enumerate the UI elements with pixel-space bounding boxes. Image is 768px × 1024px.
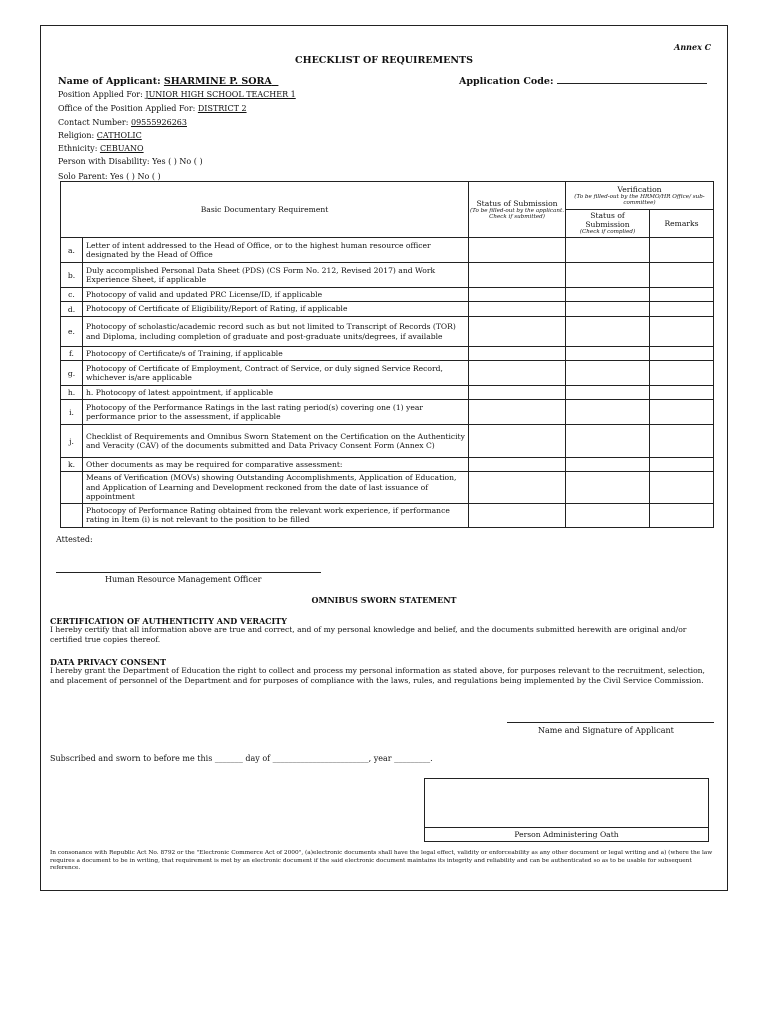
office-value: DISTRICT 2 <box>197 104 247 113</box>
footnote: In consonance with Republic Act No. 8792 or the "Electronic Commerce Act of 2000", (a)electronic documents shall have the legal effect, validity or enforceability as any other document or legal writing and a) (where the law requires a document to be in writing, that requirement is met by an electronic document if the said electronic document maintains its integrity and reliability and can be authenticated so as to be usable for subsequent reference. <box>50 850 713 872</box>
verification-cell[interactable] <box>566 361 650 386</box>
table-row <box>61 302 714 317</box>
row-requirement: Means of Verification (MOVs) showing Outstanding Accomplishments, Application of Education, and Application of Learning and Development reckoned from the date of last issuance of appointment <box>83 472 469 504</box>
table-row <box>61 263 714 288</box>
remarks-cell[interactable] <box>650 361 714 386</box>
verification-cell[interactable] <box>566 472 650 504</box>
row-requirement: Duly accomplished Personal Data Sheet (PDS) (CS Form No. 212, Revised 2017) and Work Experience Sheet, if applicable <box>83 263 469 288</box>
verification-cell[interactable] <box>566 503 650 527</box>
remarks-cell[interactable] <box>650 503 714 527</box>
application-code-label: Application Code: <box>459 76 554 87</box>
remarks-cell[interactable] <box>650 347 714 361</box>
pwd-row: Person with Disability: Yes ( ) No ( ) <box>58 157 203 166</box>
oath-label: Person Administering Oath <box>424 827 709 839</box>
row-letter: k. <box>61 458 83 472</box>
hrmo-label: Human Resource Management Officer <box>105 575 262 584</box>
remarks-cell[interactable] <box>650 263 714 288</box>
col-ver-status-header <box>566 210 650 238</box>
attest-signature-line[interactable] <box>56 572 321 573</box>
table-row <box>61 472 714 504</box>
row-letter <box>61 503 83 527</box>
table-row <box>61 425 714 458</box>
row-letter <box>61 472 83 504</box>
status-cell[interactable] <box>469 263 566 288</box>
remarks-cell[interactable] <box>650 458 714 472</box>
status-cell[interactable] <box>469 425 566 458</box>
verification-cell[interactable] <box>566 263 650 288</box>
remarks-cell[interactable] <box>650 302 714 317</box>
row-requirement: Letter of intent addressed to the Head of Office, or to the highest human resource officer designated by the Head of Office <box>83 238 469 263</box>
status-cell[interactable] <box>469 503 566 527</box>
col-status-header <box>469 182 566 238</box>
status-cell[interactable] <box>469 238 566 263</box>
row-requirement: Photocopy of scholastic/academic record such as but not limited to Transcript of Records (TOR) and Diploma, including completion of graduate and post-graduate units/degrees, if available <box>83 317 469 347</box>
row-requirement: Photocopy of the Performance Ratings in the last rating period(s) covering one (1) year performance prior to the assessment, if applicable <box>83 400 469 425</box>
remarks-cell[interactable] <box>650 386 714 400</box>
applicant-signature-label: Name and Signature of Applicant <box>538 726 674 735</box>
remarks-cell[interactable] <box>650 400 714 425</box>
row-requirement: Other documents as may be required for comparative assessment: <box>83 458 469 472</box>
row-requirement: Checklist of Requirements and Omnibus Sworn Statement on the Certification on the Authenticity and Veracity (CAV) of the documents submitted and Data Privacy Consent Form (Annex C) <box>83 425 469 458</box>
row-letter: d. <box>61 302 83 317</box>
position-label: Position Applied For: <box>58 90 143 99</box>
row-letter: h. <box>61 386 83 400</box>
document-page <box>40 25 728 891</box>
privacy-title: DATA PRIVACY CONSENT <box>50 657 167 667</box>
omnibus-title: OMNIBUS SWORN STATEMENT <box>311 595 457 605</box>
status-cell[interactable] <box>469 386 566 400</box>
application-code-row <box>459 76 707 87</box>
application-code-field[interactable] <box>557 83 707 84</box>
col-verification-header <box>566 182 714 210</box>
row-requirement: Photocopy of Certificate of Employment, Contract of Service, or duly signed Service Record, whichever is/are applicable <box>83 361 469 386</box>
verification-cell[interactable] <box>566 238 650 263</box>
remarks-cell[interactable] <box>650 317 714 347</box>
col-status-note: (To be filled-out by the applicant. Check if submitted) <box>470 207 565 220</box>
verification-cell[interactable] <box>566 317 650 347</box>
status-cell[interactable] <box>469 317 566 347</box>
remarks-cell[interactable] <box>650 238 714 263</box>
table-row <box>61 400 714 425</box>
verification-cell[interactable] <box>566 347 650 361</box>
attested-label: Attested: <box>56 535 93 544</box>
row-requirement: Photocopy of valid and updated PRC License/ID, if applicable <box>83 288 469 302</box>
status-cell[interactable] <box>469 288 566 302</box>
table-row <box>61 347 714 361</box>
verification-cell[interactable] <box>566 288 650 302</box>
table-row <box>61 458 714 472</box>
row-letter: c. <box>61 288 83 302</box>
row-letter: f. <box>61 347 83 361</box>
row-letter: i. <box>61 400 83 425</box>
religion-value: CATHOLIC <box>96 131 142 140</box>
ethnicity-label: Ethnicity: <box>58 144 98 153</box>
row-letter: b. <box>61 263 83 288</box>
cav-text: I hereby certify that all information above are true and correct, and of my personal knowledge and belief, and the documents submitted herewith are original and/or certified true copies thereof. <box>50 625 687 644</box>
verification-cell[interactable] <box>566 400 650 425</box>
row-requirement: Photocopy of Certificate/s of Training, if applicable <box>83 347 469 361</box>
col-status-title: Status of Submission <box>476 198 558 208</box>
row-letter: g. <box>61 361 83 386</box>
table-row <box>61 361 714 386</box>
remarks-cell[interactable] <box>650 472 714 504</box>
applicant-name-label: Name of Applicant: <box>58 76 161 87</box>
annex-label: Annex C <box>674 42 711 52</box>
applicant-name-value: SHARMINE P. SORA <box>163 76 272 87</box>
ethnicity-value: CEBUANO <box>99 144 144 153</box>
ethnicity-row <box>58 144 144 153</box>
verification-cell[interactable] <box>566 458 650 472</box>
status-cell[interactable] <box>469 400 566 425</box>
remarks-cell[interactable] <box>650 288 714 302</box>
table-row <box>61 386 714 400</box>
verification-cell[interactable] <box>566 425 650 458</box>
privacy-text: I hereby grant the Department of Education the right to collect and process my personal information as stated above, for purposes relevant to the recruitment, selection, and placement of personnel of the Department and for purposes of compliance with the laws, rules, and regulations being implemented by the Civil Service Commission. <box>50 666 705 685</box>
position-row <box>58 90 296 99</box>
applicant-name-row <box>58 76 278 87</box>
form-title: CHECKLIST OF REQUIREMENTS <box>295 55 473 66</box>
status-cell[interactable] <box>469 458 566 472</box>
office-label: Office of the Position Applied For: <box>58 104 196 113</box>
col-ver-status-note: (Check if complied) <box>579 229 636 236</box>
row-requirement: Photocopy of Certificate of Eligibility/Report of Rating, if applicable <box>83 302 469 317</box>
row-requirement: h. Photocopy of latest appointment, if applicable <box>83 386 469 400</box>
religion-row <box>58 131 142 140</box>
status-cell[interactable] <box>469 361 566 386</box>
col-remarks-header: Remarks <box>650 210 714 238</box>
verification-cell[interactable] <box>566 386 650 400</box>
table-row <box>61 288 714 302</box>
status-cell[interactable] <box>469 302 566 317</box>
table-row <box>61 317 714 347</box>
col-verification-title: Verification <box>617 184 662 194</box>
cav-title: CERTIFICATION OF AUTHENTICITY AND VERACITY <box>50 616 287 626</box>
table-row <box>61 503 714 527</box>
requirements-table <box>60 181 714 528</box>
contact-value: 09555926263 <box>130 118 187 127</box>
row-requirement: Photocopy of Performance Rating obtained from the relevant work experience, if performance rating in Item (i) is not relevant to the position to be filled <box>83 503 469 527</box>
remarks-cell[interactable] <box>650 425 714 458</box>
table-row <box>61 238 714 263</box>
applicant-signature-line[interactable] <box>507 722 714 723</box>
verification-cell[interactable] <box>566 302 650 317</box>
row-letter: j. <box>61 425 83 458</box>
office-row <box>58 104 247 113</box>
row-letter: e. <box>61 317 83 347</box>
subscribed-statement: Subscribed and sworn to before me this _______ day of ________________________, year _________. <box>50 754 433 763</box>
contact-label: Contact Number: <box>58 118 129 127</box>
col-requirement-header: Basic Documentary Requirement <box>61 182 469 238</box>
status-cell[interactable] <box>469 347 566 361</box>
religion-label: Religion: <box>58 131 95 140</box>
col-verification-note: (To be filled-out by the HRMO/HR Office/ sub-committee) <box>574 193 705 206</box>
solo-parent-row: Solo Parent: Yes ( ) No ( ) <box>58 172 161 181</box>
col-ver-status-title: Status of Submission <box>585 211 630 230</box>
contact-row <box>58 118 187 127</box>
status-cell[interactable] <box>469 472 566 504</box>
position-value: JUNIOR HIGH SCHOOL TEACHER 1 <box>145 90 296 99</box>
row-letter: a. <box>61 238 83 263</box>
